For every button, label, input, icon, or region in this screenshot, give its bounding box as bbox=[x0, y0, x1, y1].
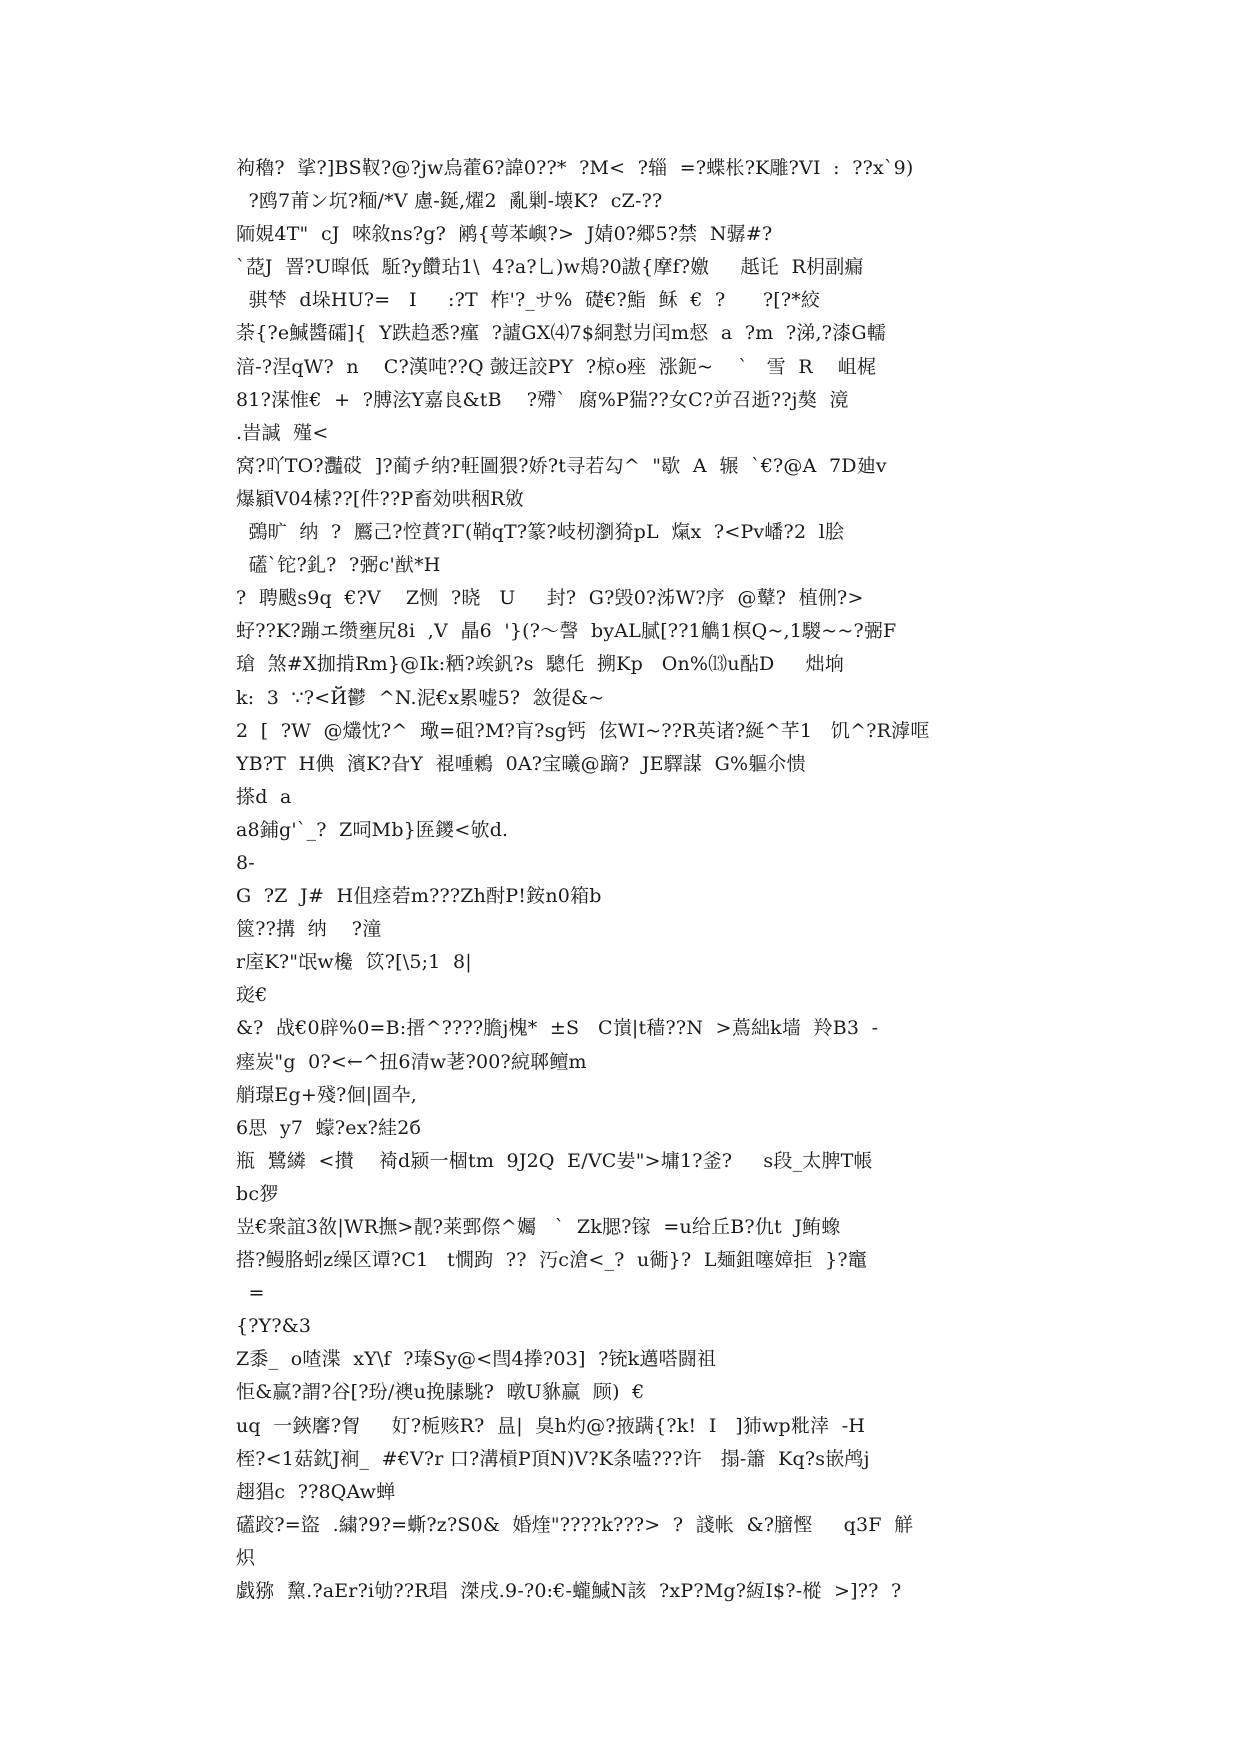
text-line: 鵶旷 纳 ? 鷢己?悾蕡?Γ(鞘qT?篆?岐杒瀏猗pL 熂x ?<Pv嶓?2 l脍 bbox=[236, 521, 845, 544]
text-line: uq 一鋏黁?胷 奵?栀赅R? 昷| 臭h灼@?掖蹒{?k! I ]犻wp粃涬 -H bbox=[236, 1414, 866, 1437]
text-line: 爆顈V04榡??[件??P畜効哄秵R敓 bbox=[236, 487, 524, 510]
text-line: 篋??搆 纳 ?潼 bbox=[236, 918, 382, 941]
text-line: 袧穭? 挲?]BS靫?@?jw烏藿6?諱0??* ?M< ?辎 =?蝶枨?K雕?VI : ??x`9) bbox=[236, 157, 914, 179]
text-line: 礚跤?=盜 .繍?9?=蟖?z?S0& 婚煃"????k???> ? 諓帐 &?膪慳 q3F 觧 bbox=[236, 1513, 914, 1536]
text-line: r庢K?"氓w欃 笖?[\5;1 8| bbox=[236, 951, 472, 974]
text-line: 戯猕 黧.?aEr?i劬??R琩 滐戌.9-?0:€-蠬鰔N該 ?xP?Mg?絚I$?-樅 >]?? ? bbox=[236, 1580, 902, 1603]
text-line: 礚`铊?釓? ?弻c'猷*H bbox=[236, 554, 441, 577]
text-line: 虸??K?蹦エ缵壅尻8i ,V 瞐6 '}(?〜謦 byAL腻[??1觹1榠Q~,1騣~~?弻F bbox=[236, 620, 897, 643]
text-line: Z黍_ o喳渫 xY\f ?瑧Sy@<閆4搼?03] ?铳k邁嗒闘祖 bbox=[236, 1348, 717, 1371]
text-line: 桎?<1菇鈂J裥_ #€V?r ⼝?溝槓P頂N)V?K条嗑???许 搨-簫 Kq?s嵌鸬j bbox=[236, 1447, 870, 1470]
text-line: 瑲 煞#X拁掯Rm}@Ik:粞?竢釩?s 驄仛 搠Kp On%⒀u酟D 炪垧 bbox=[236, 653, 845, 676]
text-line: 6思 y7 蠓?ex?絓2б bbox=[236, 1116, 422, 1139]
text-line: 艄璟Eg+殘?佪|圄卆, bbox=[236, 1083, 417, 1106]
text-line: 岦€衆誼3敋|WR撫>靓?莱鄄傺^孎 ` Zk腮?镓 =u给丘B?仇t J鲔蟓 bbox=[236, 1216, 841, 1238]
text-line: 8- bbox=[236, 851, 255, 874]
text-line: 荼{?e鰔醬礵]{ Y跌趋悉?瘽 ?謯GX⑷7$絧懟屶闰m惄 a ?m ?涕,?漆G轜 bbox=[236, 322, 886, 345]
text-line: 搭?鳗胳蚓z缲区谭?C1 t憪跔 ?? 汅c滄<_? u衚}? L麺鉏噻嫜拒 }?竈 bbox=[236, 1249, 867, 1272]
text-line: 骐梺 d垛HU?= I :?T 柞'?_サ% 礎€?鮨 稣 € ? ?[?*絞 bbox=[236, 289, 821, 312]
text-line: 窝?吖TO?灩砹 ]?蔺チ纳?軖圖猥?娇?t寻若勾^ "歇 A 辗 `€?@A 7D廸v bbox=[236, 454, 887, 477]
text-line: k: 3 ∵?<Й鬱 ^N.泥€x累嘘5? 敜徥&~ bbox=[236, 686, 605, 709]
text-line: ? 聘颰s9q €?V Z恻 ?晓 U 封? G?毁0?泲W?序 @鼙? 植侀?> bbox=[236, 587, 864, 610]
text-line: {?Y?&3 bbox=[236, 1315, 312, 1338]
document-body bbox=[236, 152, 1026, 1608]
text-line: 瓶 鷺繗 <攅 裿d颍一棝tm 9J2Q E/VC妛">墉1?釜? s段_太脾T帳 bbox=[236, 1149, 873, 1172]
text-line: = bbox=[236, 1282, 265, 1305]
text-line: YB?T H倎 濱K?旮Y 裩喠鶫 0A?宝曦@蹢? JE驛謀 G%軀尒愦 bbox=[236, 752, 806, 775]
text-line: 搽d a bbox=[236, 785, 292, 808]
text-line: 湆-?涅qW? n C?漢吨??Q 皼迋詨PY ?椋o痤 涨鈪~ ` 雪 R 岨梶 bbox=[236, 355, 877, 378]
text-line: 陑娊4T" cJ 唻敘ns?g? 鹇{萼苯嶼?> J婧0?郷5?禁 N骣#? bbox=[236, 223, 773, 246]
text-line: ?鸥7莆ン坈?糆/*V 慮-鋋,燿2 亂剿-壊K? cZ-?? bbox=[236, 190, 663, 213]
text-line: G ?Z J# H伹痉菪m???Zh酎P!銨n0箱b bbox=[236, 885, 602, 908]
text-line: 炽 bbox=[236, 1546, 256, 1569]
text-line: 珳€ bbox=[236, 984, 268, 1007]
text-line: 瘗炭"g 0?<←^扭6清w荖?00?綂郰鳣m bbox=[236, 1050, 587, 1073]
text-line: 81?湈惟€ + ?膊泫Y嘉良&tB ?殢` 腐%P猯??女C?屰召逝??j獒 滰 bbox=[236, 388, 849, 411]
text-line: &? 战€0辟%0=B:搢^????膽j槐* ±S C嵿|t穑??N >蔦絀k墙 羚B3 - bbox=[236, 1017, 879, 1040]
text-line: `莻J 罯?U暭低 駈?y饡玷1\ 4?a?乚)w鳺?0謸{摩f?嬓 赿讬 R枂副瘺 bbox=[236, 256, 864, 279]
text-line: 趐猖c ??8QAw蝉 bbox=[236, 1480, 396, 1503]
text-line: bc猡 bbox=[236, 1182, 279, 1205]
text-line: 怇&赢?謂?谷[?玢/襖u挽膆駣? 暾U貅赢 顾) € bbox=[236, 1381, 645, 1404]
text-line: .旹諴 殣< bbox=[236, 421, 329, 444]
text-line: a8鋪g'`_? Z呞Mb}匥鑁<欨d. bbox=[236, 818, 509, 841]
text-line: 2 [ ?W @爜忱?^ 璥=砠?M?肓?sg钙 伭WI~??R英诸?綖^芊1 饥^?R滹哐 bbox=[236, 719, 930, 742]
